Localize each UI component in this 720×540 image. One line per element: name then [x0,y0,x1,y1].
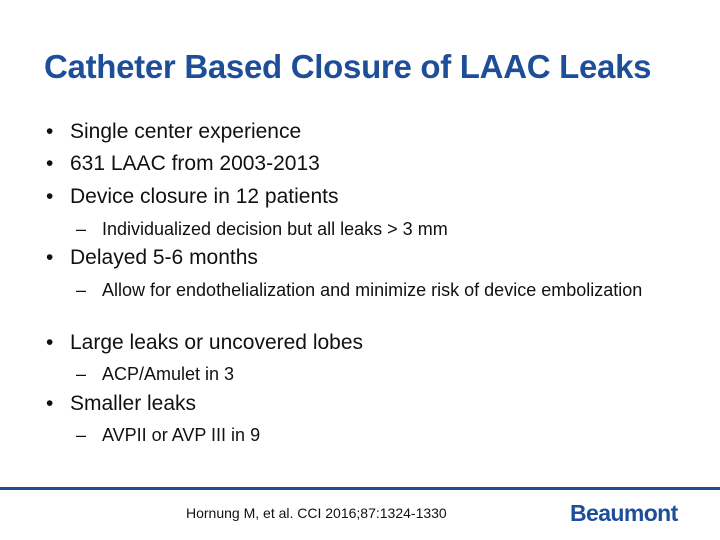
sub-bullet-marker: – [76,280,87,300]
sub-bullet-item [76,363,676,385]
citation: Hornung M, et al. CCI 2016;87:1324-1330 [186,505,447,521]
footer-rule [0,487,720,490]
bullet-marker: • [46,392,54,415]
sub-bullet-marker: – [76,364,87,384]
bullet-marker: • [46,331,54,354]
bullet-marker: • [46,246,54,269]
sub-bullet-text: Individualized decision but all leaks > 3 mm [102,219,448,239]
bullet-text: Smaller leaks [70,392,197,415]
bullet-text: Large leaks or uncovered lobes [70,331,364,354]
sub-bullet-text: ACP/Amulet in 3 [102,364,235,384]
bullet-marker: • [46,185,54,208]
slide-title: Catheter Based Closure of LAAC Leaks [44,48,652,85]
bullet-text: Delayed 5-6 months [70,246,258,269]
sub-bullet-item [76,424,676,446]
sub-bullet-text: AVPII or AVP III in 9 [102,425,261,445]
sub-bullet-item [76,279,676,301]
bullet-text: 631 LAAC from 2003-2013 [70,152,320,175]
bullet-marker: • [46,120,54,143]
bullet-text: Device closure in 12 patients [70,185,339,208]
beaumont-logo: Beaumont [570,500,678,526]
sub-bullet-text: Allow for endothelialization and minimize risk of device embolization [102,280,643,300]
sub-bullet-marker: – [76,425,87,445]
sub-bullet-marker: – [76,219,87,239]
bullet-marker: • [46,152,54,175]
bullet-text: Single center experience [70,120,302,143]
sub-bullet-item [76,218,676,240]
